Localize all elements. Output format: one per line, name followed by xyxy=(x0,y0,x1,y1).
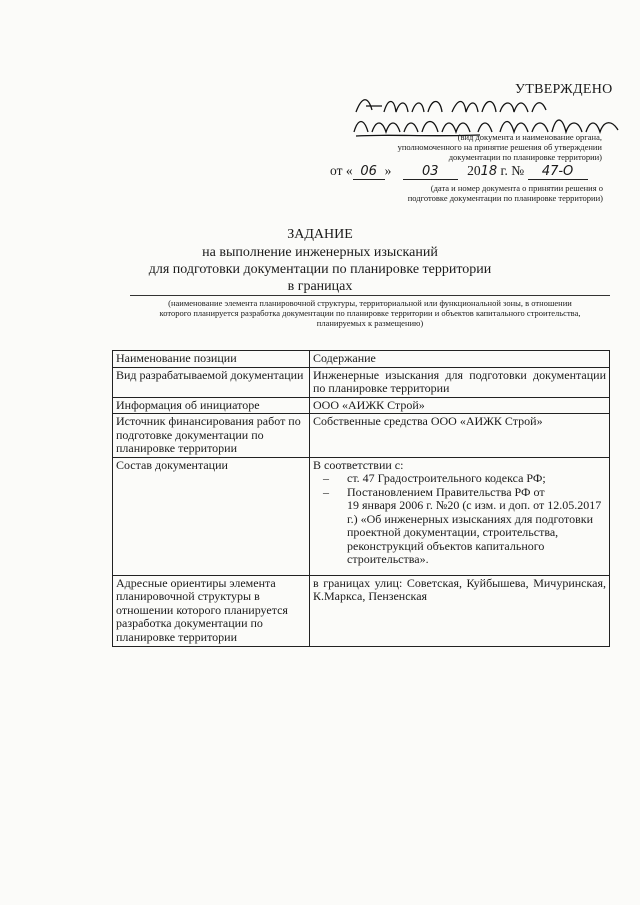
row-label: Источник финансирования работ по подготовке документации по планировке территории xyxy=(113,414,310,458)
row-value: ООО «АИЖК Строй» xyxy=(310,397,610,414)
documentation-intro: В соответствии с: xyxy=(313,457,404,472)
table-row xyxy=(113,575,610,646)
approval-caption-line: документации по планировке территории) xyxy=(448,152,602,162)
title-caption-line: (наименование элемента планировочной структуры, территориальной или функциональной зоны, в отношении xyxy=(168,298,572,308)
date-year-suffix: 18 xyxy=(480,164,498,179)
table-row xyxy=(113,457,610,575)
dash-marker: – xyxy=(323,471,329,485)
row-value: Инженерные изыскания для подготовки документации по планировке территории xyxy=(310,367,610,397)
row-label: Адресные ориентиры элемента планировочной структуры в отношении которого планируется разработка документации по планировке территории xyxy=(113,575,310,646)
title-caption-line: планируемых к размещению) xyxy=(316,318,424,328)
list-item xyxy=(313,472,606,486)
table-header-row xyxy=(113,351,610,368)
row-label: Состав документации xyxy=(113,457,310,575)
date-prefix: от « xyxy=(330,163,353,178)
row-value xyxy=(310,457,610,575)
approval-caption xyxy=(380,132,602,162)
list-item-text: Постановлением Правительства РФ от xyxy=(347,484,545,499)
date-year-prefix: 20 xyxy=(467,163,481,178)
date-month: 03 xyxy=(403,164,458,180)
date-caption xyxy=(400,183,603,203)
row-value: в границах улиц: Советская, Куйбышева, Мичуринская, К.Маркса, Пензенская xyxy=(310,575,610,646)
row-label: Вид разрабатываемой документации xyxy=(113,367,310,397)
title-subline: на выполнение инженерных изысканий xyxy=(202,245,438,260)
list-item-text: ст. 47 Градостроительного кодекса РФ; xyxy=(347,471,546,485)
title-caption xyxy=(140,298,600,328)
date-quote-close: » xyxy=(384,163,392,178)
document-title: ЗАДАНИЕ xyxy=(287,227,353,242)
approval-caption-line: уполномоченного на принятие решения об утверждении xyxy=(397,142,602,152)
table-row xyxy=(113,367,610,397)
row-value: Собственные средства ООО «АИЖК Строй» xyxy=(310,414,610,458)
header-position: Наименование позиции xyxy=(113,351,310,368)
date-number-mark: г. № xyxy=(497,163,525,178)
table-row xyxy=(113,414,610,458)
title-subline: в границах xyxy=(287,279,353,294)
list-continuation: 19 января 2006 г. №20 (с изм. и доп. от 12.05.2017 г.) «Об инженерных изысканиях для подготовки проектной документации, строительства, реконструкций объектов капитального строительства». xyxy=(347,498,602,566)
approval-caption-line: (вид документа и наименование органа, xyxy=(457,132,602,142)
header-content: Содержание xyxy=(310,351,610,368)
row-label: Информация об инициаторе xyxy=(113,397,310,414)
table-row xyxy=(113,397,610,414)
date-caption-line: подготовке документации по планировке территории) xyxy=(407,193,603,203)
dash-marker: – xyxy=(323,484,329,499)
approval-date-line xyxy=(330,163,588,180)
title-caption-line: которого планируется разработка документации по планировке территории и объектов капитального строительства, xyxy=(159,308,581,318)
document-number: 47-О xyxy=(528,164,588,180)
approval-heading: УТВЕРЖДЕНО xyxy=(515,82,613,97)
date-caption-line: (дата и номер документа о принятии решения о xyxy=(430,183,603,193)
list-item xyxy=(313,486,606,500)
title-subline: для подготовки документации по планировке территории xyxy=(148,262,492,277)
date-day: 06 xyxy=(353,164,385,180)
requirements-table xyxy=(112,350,610,647)
documentation-list xyxy=(313,472,606,499)
title-underline xyxy=(130,295,610,296)
